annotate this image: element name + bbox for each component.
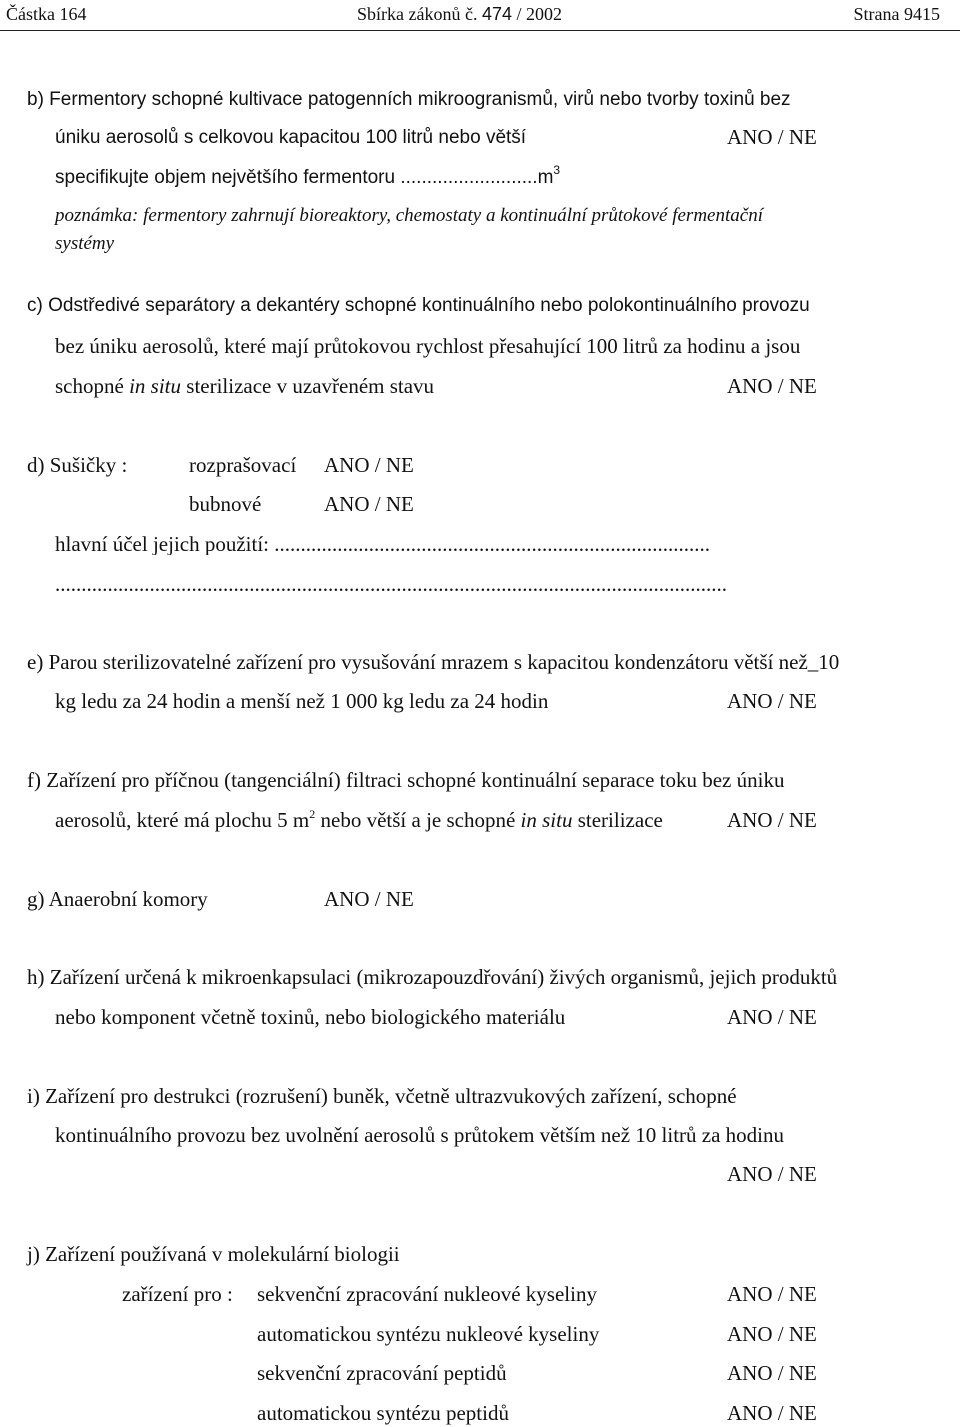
- item-c-line3-pre: schopné: [55, 374, 130, 398]
- item-f-line2-mid: nebo větší a je schopné: [315, 808, 521, 832]
- item-h-line1: h) Zařízení určená k mikroenkapsulaci (mikrozapouzdřování) živých organismů, jejich produktů: [27, 965, 838, 989]
- item-d-purpose: hlavní účel jejich použití: ...................................................................................: [55, 534, 711, 555]
- item-j-line1: j) Zařízení používaná v molekulární biologii: [27, 1242, 400, 1266]
- item-e-answer: ANO / NE: [727, 689, 817, 713]
- item-b-volume: [55, 163, 561, 188]
- item-f-in-situ: in situ: [520, 808, 573, 832]
- item-j-answer-3: ANO / NE: [727, 1361, 817, 1385]
- item-c-answer: ANO / NE: [727, 374, 817, 398]
- item-j-equipment-1: sekvenční zpracování nukleové kyseliny: [257, 1282, 597, 1306]
- item-j-answer-1: ANO / NE: [727, 1282, 817, 1306]
- item-f-answer: ANO / NE: [727, 808, 817, 832]
- item-b-line1: b) Fermentory schopné kultivace patogenních mikroogranismů, virů nebo tvorby toxinů bez: [27, 89, 791, 110]
- item-d-spray-answer: ANO / NE: [324, 453, 414, 477]
- item-c-line1: c) Odstředivé separátory a dekantéry schopné kontinuálního nebo polokontinuálního provozu: [27, 295, 810, 316]
- item-c-in-situ: in situ: [129, 374, 182, 398]
- item-d-option-spray: rozprašovací: [189, 453, 297, 477]
- item-i-line1: i) Zařízení pro destrukci (rozrušení) buněk, včetně ultrazvukových zařízení, schopné: [27, 1084, 737, 1108]
- item-c-line3: [55, 376, 434, 397]
- item-b-line2: úniku aerosolů s celkovou kapacitou 100 litrů nebo větší: [55, 127, 527, 148]
- header-part-label: Částka 164: [6, 4, 87, 24]
- item-f-line2-post: sterilizace: [572, 808, 663, 832]
- item-e-line2: kg ledu za 24 hodin a menší než 1 000 kg ledu za 24 hodin: [55, 689, 549, 713]
- item-f-line1: f) Zařízení pro příčnou (tangenciální) filtraci schopné kontinuální separace toku bez úniku: [27, 768, 785, 792]
- item-d-drum-answer: ANO / NE: [324, 492, 414, 516]
- header-rule: [0, 30, 960, 31]
- header-law-number: 474: [481, 4, 513, 24]
- item-i-line2: kontinuálního provozu bez uvolnění aerosolů s průtokem větším než 10 litrů za hodinu: [55, 1123, 785, 1147]
- item-h-line2: nebo komponent včetně toxinů, nebo biologického materiálu: [55, 1005, 566, 1029]
- item-j-answer-2: ANO / NE: [727, 1322, 817, 1346]
- item-d-dotted-line: ................................................................................................................................: [55, 574, 727, 595]
- header-collection: [357, 5, 562, 23]
- item-b-volume-text: specifikujte objem největšího fermentoru ..........................m: [55, 167, 554, 188]
- item-j-equipment-4: automatickou syntézu peptidů: [257, 1401, 509, 1425]
- header-year: / 2002: [516, 4, 563, 24]
- item-h-answer: ANO / NE: [727, 1005, 817, 1029]
- item-b-volume-unit-exp: 3: [553, 163, 561, 177]
- item-b-note-line1: poznámka: fermentory zahrnují bioreaktory, chemostaty a kontinuální průtokové fermentační: [55, 205, 763, 226]
- header-page-number: Strana 9415: [853, 4, 940, 24]
- item-j-prefix: zařízení pro :: [122, 1282, 233, 1306]
- item-d-label: d) Sušičky :: [27, 453, 128, 477]
- item-b-note-line2: systémy: [55, 233, 115, 254]
- item-g-line1: g) Anaerobní komory: [27, 887, 208, 911]
- item-i-answer: ANO / NE: [727, 1162, 817, 1186]
- item-f-area-exp: 2: [309, 807, 316, 821]
- item-c-line2: bez úniku aerosolů, které mají průtokovou rychlost přesahující 100 litrů za hodinu a jsou: [55, 334, 801, 358]
- item-d-option-drum: bubnové: [189, 492, 262, 516]
- item-c-line3-post: sterilizace v uzavřeném stavu: [181, 374, 435, 398]
- item-j-equipment-2: automatickou syntézu nukleové kyseliny: [257, 1322, 600, 1346]
- item-j-answer-4: ANO / NE: [727, 1401, 817, 1425]
- item-g-answer: ANO / NE: [324, 887, 414, 911]
- item-f-line2: [55, 807, 663, 832]
- item-e-line1: e) Parou sterilizovatelné zařízení pro vysušování mrazem s kapacitou kondenzátoru větší než_10: [27, 650, 840, 674]
- header-collection-label: Sbírka zákonů č.: [357, 4, 478, 24]
- item-f-line2-pre: aerosolů, které má plochu 5 m: [55, 808, 310, 832]
- item-b-answer: ANO / NE: [727, 125, 817, 149]
- item-j-equipment-3: sekvenční zpracování peptidů: [257, 1361, 507, 1385]
